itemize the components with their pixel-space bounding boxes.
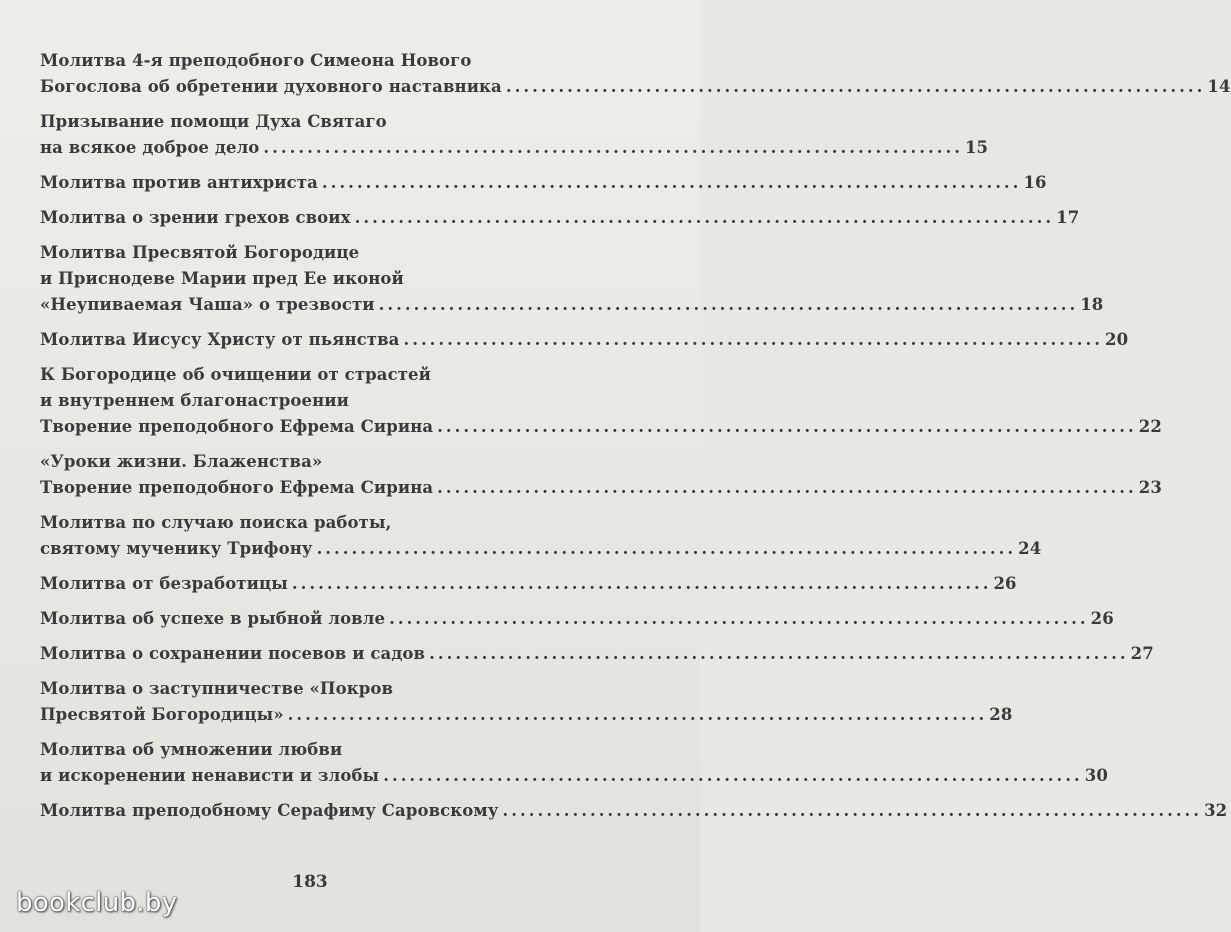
toc-entry-line-last [40,414,1162,440]
toc-entry [40,449,1162,501]
toc-entry-title: Молитва о заступничестве «Покров [40,679,394,698]
toc-entry [40,109,989,161]
toc-entry-title: Молитва об умножении любви [40,740,343,759]
dot-leader: ................................................................................ [383,766,1083,785]
toc-entry-page: 32 [1204,801,1228,820]
toc-entry-title: Молитва об успехе в рыбной ловле [40,609,386,628]
toc-entry [40,676,1013,728]
toc-entry [40,362,1162,440]
toc-entry-title: и Приснодеве Марии пред Ее иконой [40,269,404,288]
toc-entry-title: Богослова об обретении духовного наставника [40,77,502,96]
toc-entry-title: и внутреннем благонастроении [40,391,349,410]
toc-entry-line-last [40,702,1013,728]
dot-leader: ................................................................................ [502,801,1203,820]
toc-entry-page: 18 [1080,295,1104,314]
toc-entry [40,641,1154,667]
toc-entry-page: 26 [993,574,1017,593]
toc-entry-title: Творение преподобного Ефрема Сирина [40,417,434,436]
toc-entry-page: 23 [1138,478,1162,497]
dot-leader: ................................................................................ [378,295,1079,314]
toc-entry-page: 14 [1207,77,1231,96]
toc-entry-line-last [40,606,1114,632]
dot-leader: ................................................................................ [354,208,1055,227]
toc-entry [40,798,1228,824]
toc-entry-title: Молитва о сохранении посевов и садов [40,644,426,663]
toc-entry [40,571,1017,597]
dot-leader: ................................................................................ [263,138,963,157]
toc-entry-title: К Богородице об очищении от страстей [40,365,431,384]
toc-entry [40,48,1231,100]
toc-entry-title: Молитва против антихриста [40,173,318,192]
dot-leader: ................................................................................ [389,609,1089,628]
toc-entry-page: 16 [1023,173,1047,192]
toc-entry [40,510,1042,562]
toc-entry-page: 22 [1138,417,1162,436]
toc-entry-page: 28 [989,705,1013,724]
toc-entry-title: Пресвятой Богородицы» [40,705,284,724]
dot-leader: ................................................................................ [403,330,1104,349]
dot-leader: ................................................................................ [291,574,992,593]
toc-entry-title: «Неупиваемая Чаша» о трезвости [40,295,375,314]
toc-entry-title: Молитва Пресвятой Богородице [40,243,360,262]
toc-entry-title: и искоренении ненависти и злобы [40,766,380,785]
dot-leader: ................................................................................ [287,705,988,724]
toc-entry-line-last [40,536,1042,562]
toc-entry-title: «Уроки жизни. Блаженства» [40,452,323,471]
toc-entry-line-last [40,292,1104,318]
toc-entry [40,170,1047,196]
toc-entry-title: Молитва преподобному Серафиму Саровскому [40,801,499,820]
toc-entry-page: 20 [1105,330,1129,349]
toc-entry [40,240,1104,318]
toc-entry [40,737,1108,789]
toc-entry-line-last [40,641,1154,667]
toc-entry-line-last [40,74,1231,100]
toc-entry-page: 15 [964,138,989,157]
dot-leader: ................................................................................ [321,173,1022,192]
toc-entry-title: на всякое доброе дело [40,138,260,157]
dot-leader: ................................................................................ [316,539,1017,558]
toc-entry-title: Молитва по случаю поиска работы, [40,513,392,532]
toc-entry-title: святому мученику Трифону [40,539,313,558]
toc-entry-line-last [40,135,989,161]
toc-entry-line-last [40,327,1129,353]
toc-entry-line-last [40,571,1017,597]
toc-entry [40,606,1114,632]
toc-entry-page: 27 [1130,644,1154,663]
toc-entry-page: 26 [1090,609,1114,628]
toc-entry-line-last [40,763,1108,789]
toc-entry [40,327,1129,353]
dot-leader: ................................................................................ [505,77,1206,96]
watermark: bookclub.by [16,888,178,918]
table-of-contents [40,48,1231,833]
toc-entry-title: Призывание помощи Духа Святаго [40,112,387,131]
toc-entry-line-last [40,205,1080,231]
toc-entry-line-last [40,170,1047,196]
dot-leader: ................................................................................ [437,478,1137,497]
page-number: 183 [292,872,328,892]
dot-leader: ................................................................................ [437,417,1137,436]
toc-entry-page: 24 [1018,539,1042,558]
toc-entry-line-last [40,475,1162,501]
toc-entry-title: Молитва 4-я преподобного Симеона Нового [40,51,472,70]
toc-entry-title: Молитва о зрении грехов своих [40,208,351,227]
dot-leader: ................................................................................ [429,644,1129,663]
toc-entry-title: Молитва от безработицы [40,574,288,593]
toc-entry-line-last [40,798,1228,824]
toc-entry-page: 30 [1084,766,1108,785]
toc-entry-title: Творение преподобного Ефрема Сирина [40,478,434,497]
toc-entry [40,205,1080,231]
toc-entry-title: Молитва Иисусу Христу от пьянства [40,330,400,349]
toc-entry-page: 17 [1056,208,1080,227]
